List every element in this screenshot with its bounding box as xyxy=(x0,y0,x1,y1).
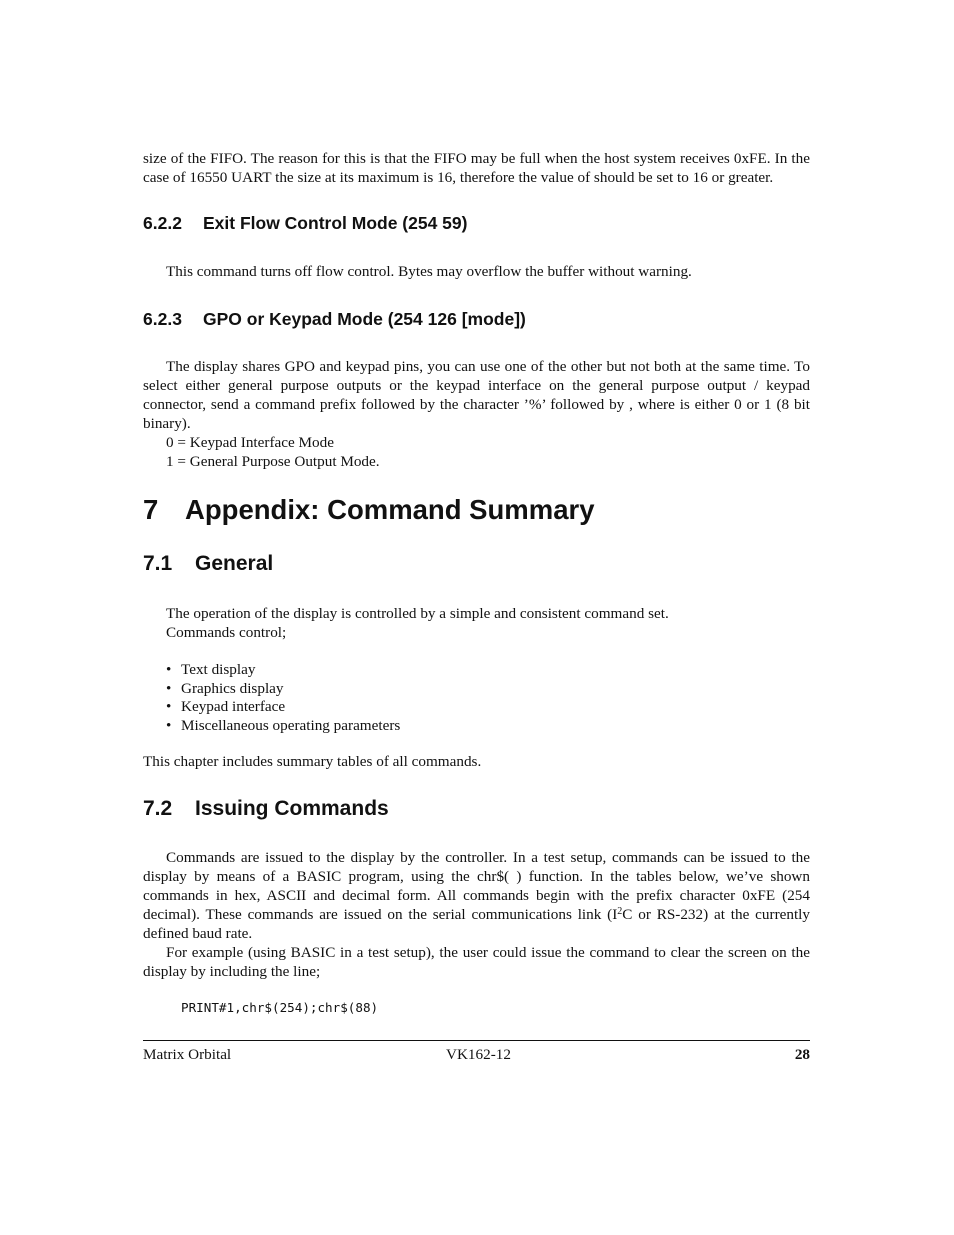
bullet-icon: • xyxy=(166,679,172,697)
list-item: • Graphics display xyxy=(166,679,284,697)
list-item: • Keypad interface xyxy=(166,698,286,715)
section-7-1-heading xyxy=(143,551,810,577)
bullet-icon: • xyxy=(166,716,172,734)
chapter-number: 7 xyxy=(143,494,159,525)
section-title: Exit Flow Control Mode (254 59) xyxy=(203,213,468,233)
bullet-icon: • xyxy=(166,698,172,715)
section-number: 7.1 xyxy=(143,552,173,575)
list-item: • Miscellaneous operating parameters xyxy=(166,716,401,734)
section-6-2-3-heading xyxy=(143,308,810,330)
code-example: PRINT#1,chr$(254);chr$(88) xyxy=(181,1000,379,1015)
page-footer xyxy=(143,1040,810,1063)
section-7-1-summary: This chapter includes summary tables of all commands. xyxy=(143,753,482,770)
section-7-2-heading xyxy=(143,796,810,822)
page-number: 28 xyxy=(794,1046,810,1063)
footer-publisher: Matrix Orbital xyxy=(143,1046,232,1063)
bullet-icon: • xyxy=(166,661,172,678)
carryover-paragraph: size of the FIFO. The reason for this is that the FIFO may be full when the host system receives 0xFE. In the case of 16550 UART the size at its maximum is 16, therefore the value of should be set to 16 or greater. xyxy=(143,150,810,186)
section-6-2-3-body: The display shares GPO and keypad pins, you can use one of the other but not both at the same time. To select either general purpose outputs or the keypad interface on the general purpose output / keypad connector, send a command prefix followed by the character ’%’ followed by , where is either 0 or 1 (8 bit binary). 0 = Keypad Interface Mode 1 = General Purpose Output Mode. xyxy=(143,358,810,470)
chapter-title: Appendix: Command Summary xyxy=(185,494,595,525)
list-item: • Text display xyxy=(166,661,256,678)
section-7-2-body: Commands are issued to the display by the controller. In a test setup, commands can be issued to the display by means of a BASIC program, using the chr$( ) function. In the tables below, we’ve shown commands in hex, ASCII and decimal form. All commands begin with the prefix character 0xFE (254 decimal). These commands are issued on the serial communications link ($I^2C$ or RS-232) at the currently defined baud rate. For example (using BASIC in a test setup), the user could issue the command to clear the screen on the display by including the line; xyxy=(143,849,810,980)
section-title: General xyxy=(195,552,274,575)
section-6-2-2-heading xyxy=(143,212,810,234)
section-number: 6.2.3 xyxy=(143,309,182,329)
feature-list xyxy=(143,661,810,735)
section-title: Issuing Commands xyxy=(195,797,389,820)
footer-model: VK162-12 xyxy=(446,1046,511,1063)
section-number: 6.2.2 xyxy=(143,213,182,233)
section-title: GPO or Keypad Mode (254 126 [mode]) xyxy=(203,309,526,329)
chapter-7-heading xyxy=(143,493,810,527)
section-7-1-body: The operation of the display is controlled by a simple and consistent command set. Commands control; xyxy=(166,605,669,641)
section-6-2-2-body: This command turns off flow control. Bytes may overflow the buffer without warning. xyxy=(166,263,692,280)
section-number: 7.2 xyxy=(143,797,173,820)
